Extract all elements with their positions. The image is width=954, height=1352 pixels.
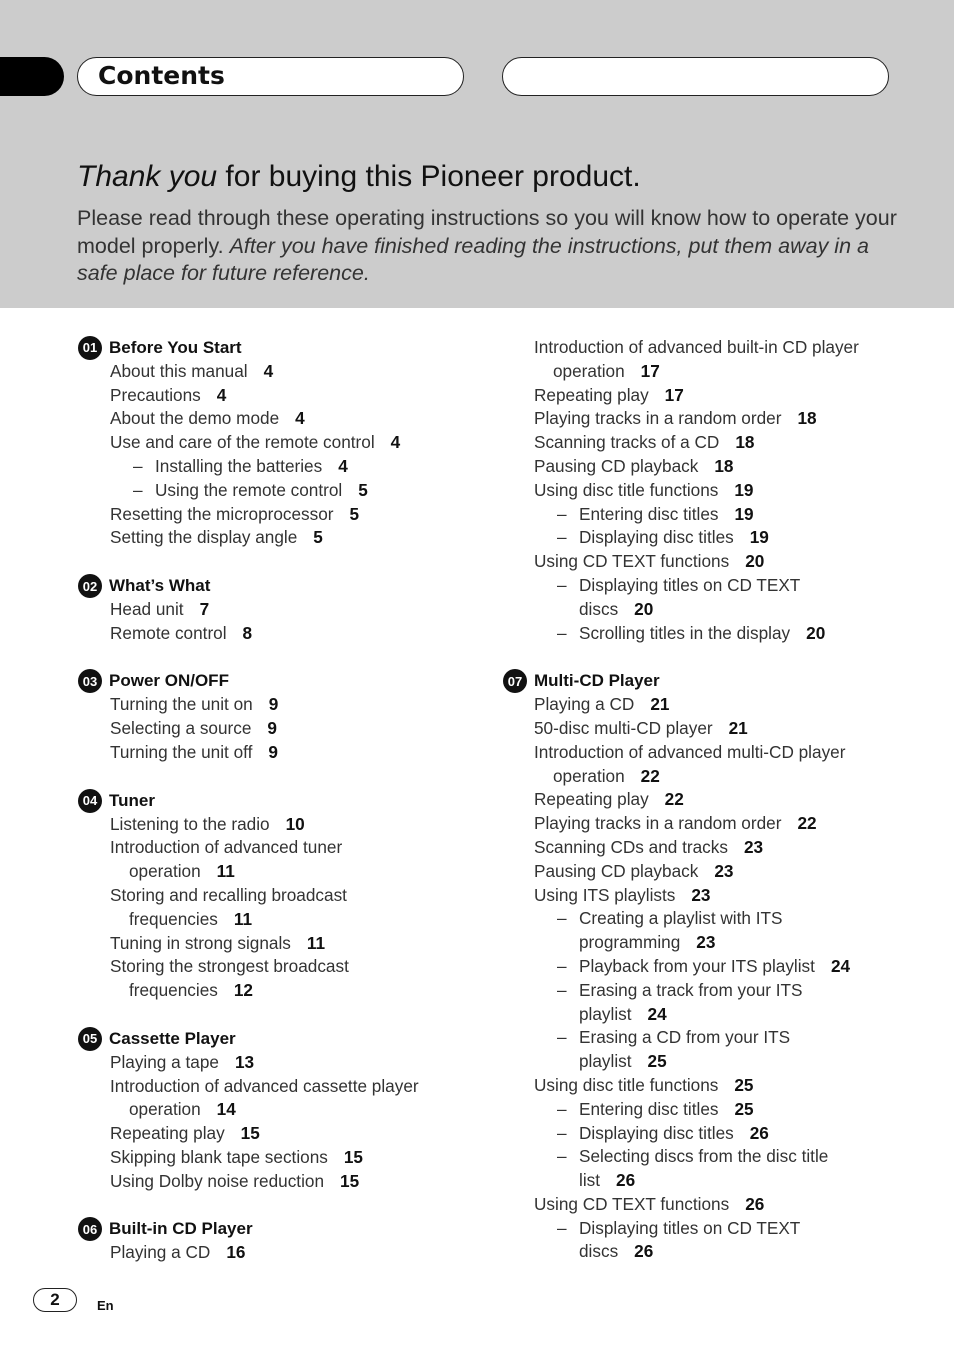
toc-entry[interactable]	[110, 813, 478, 837]
toc-entry-text: playlist	[579, 1003, 632, 1024]
section-number-badge: 07	[503, 669, 527, 693]
intro-text	[77, 205, 907, 288]
toc-entry-page: 22	[797, 813, 817, 834]
toc-entry-page: 20	[806, 622, 826, 643]
toc-entry-page: 19	[734, 503, 754, 524]
toc-section	[78, 574, 478, 645]
toc-entry-page: 10	[285, 813, 305, 834]
toc-entry-text: Displaying titles on CD TEXT	[579, 574, 801, 595]
toc-entry[interactable]	[534, 336, 943, 384]
toc-entry[interactable]	[110, 741, 478, 765]
section-number-badge: 06	[78, 1217, 102, 1241]
toc-entry-text: Pausing CD playback	[534, 860, 699, 881]
toc-entry[interactable]	[110, 1122, 478, 1146]
toc-section	[78, 1218, 478, 1266]
toc-entry-text: Displaying titles on CD TEXT	[579, 1217, 801, 1238]
toc-entry[interactable]	[534, 431, 943, 455]
toc-entry[interactable]	[110, 1146, 478, 1170]
toc-entry-text: operation	[553, 360, 625, 381]
section-heading	[78, 574, 478, 598]
toc-entry[interactable]	[534, 1074, 943, 1098]
toc-entry-page: 4	[263, 360, 274, 381]
toc-entry-page: 17	[640, 360, 660, 381]
toc-entry-page: 15	[340, 1170, 360, 1191]
toc-entry-page: 9	[267, 718, 277, 739]
sub-entry-dash: –	[557, 908, 567, 929]
toc-entry-page: 19	[749, 527, 769, 548]
toc-entry[interactable]	[557, 1026, 943, 1074]
section-heading	[503, 669, 943, 693]
toc-entry-text: Selecting a source	[110, 718, 252, 739]
section-tab-marker	[0, 57, 64, 96]
toc-entry-page: 23	[714, 860, 734, 881]
section-heading	[78, 1218, 478, 1242]
toc-entry-text: Storing and recalling broadcast	[110, 884, 347, 905]
toc-entry-text: Playing a CD	[534, 694, 635, 715]
toc-entry-text: Scrolling titles in the display	[579, 622, 791, 643]
toc-entry-page: 5	[349, 503, 360, 524]
toc-entry[interactable]	[110, 407, 478, 431]
toc-entry-page: 26	[616, 1170, 636, 1191]
intro-text-italic: After you have finished reading the instructions, put them away in a safe place for future reference.	[77, 233, 869, 285]
toc-entry[interactable]	[534, 836, 943, 860]
toc-entry-page: 9	[268, 694, 279, 715]
toc-entry-page: 11	[216, 861, 235, 882]
toc-entry[interactable]	[133, 479, 478, 503]
toc-entry-text: Using disc title functions	[534, 479, 719, 500]
toc-entry[interactable]	[110, 598, 478, 622]
toc-entry-page: 23	[691, 884, 711, 905]
toc-entry-page: 23	[743, 836, 764, 857]
toc-entry[interactable]	[110, 693, 478, 717]
toc-entry-page: 18	[735, 432, 755, 453]
toc-entry-text: Use and care of the remote control	[110, 432, 375, 453]
toc-entry-page: 21	[650, 694, 670, 715]
toc-entry[interactable]	[557, 979, 943, 1027]
toc-right-column	[503, 336, 943, 1288]
toc-entry[interactable]	[557, 955, 943, 979]
section-number-badge: 04	[78, 789, 102, 813]
section-heading	[78, 336, 478, 360]
toc-entry-page: 20	[745, 551, 765, 572]
sub-entry-dash: –	[557, 1098, 567, 1119]
sub-entry-dash: –	[557, 955, 567, 976]
toc-entry[interactable]	[534, 455, 943, 479]
toc-entry[interactable]	[110, 431, 478, 455]
toc-entry-text: Repeating play	[110, 1123, 225, 1144]
toc-entry-text: Scanning tracks of a CD	[534, 432, 720, 453]
toc-entry[interactable]	[110, 955, 478, 1003]
toc-entry-text: Introduction of advanced cassette player	[110, 1075, 419, 1096]
toc-entry-page: 4	[338, 455, 348, 476]
toc-entry-page: 4	[390, 432, 401, 453]
sub-entry-dash: –	[557, 1027, 567, 1048]
toc-entry-page: 25	[647, 1051, 667, 1072]
toc-entry[interactable]	[534, 788, 943, 812]
intro-title-rest: for buying this Pioneer product.	[217, 160, 641, 193]
language-label: En	[97, 1298, 114, 1313]
section-title: Tuner	[109, 790, 155, 810]
toc-entry-text: Creating a playlist with ITS	[579, 908, 783, 929]
blank-title-pill	[502, 57, 889, 96]
toc-entry-page: 25	[734, 1074, 754, 1095]
toc-entry-page: 22	[664, 789, 684, 810]
section-title: Before You Start	[109, 337, 242, 357]
section-number-badge: 03	[78, 669, 102, 693]
toc-entry-text: Playing a tape	[110, 1051, 219, 1072]
toc-entry-text: Resetting the microprocessor	[110, 503, 334, 524]
toc-entry-page: 19	[734, 479, 754, 500]
toc-entry-text: Using CD TEXT functions	[534, 551, 730, 572]
toc-entry-text: programming	[579, 932, 681, 953]
toc-entry-page: 18	[714, 455, 734, 476]
intro-title-italic: Thank you	[77, 160, 218, 193]
toc-entry[interactable]	[534, 884, 943, 908]
toc-entry[interactable]	[557, 622, 943, 646]
section-number-badge: 05	[78, 1027, 102, 1051]
toc-entry-text: About this manual	[110, 360, 248, 381]
section-title: Multi-CD Player	[534, 671, 660, 691]
section-number-badge: 02	[78, 574, 102, 598]
page-number: 2	[33, 1288, 77, 1312]
toc-entry[interactable]	[534, 717, 943, 741]
toc-entry-page: 4	[216, 384, 227, 405]
toc-entry-text: Turning the unit on	[110, 694, 253, 715]
toc-entry-text: list	[579, 1170, 601, 1191]
toc-entry[interactable]	[110, 1170, 478, 1194]
toc-entry-text: Displaying disc titles	[579, 527, 734, 548]
toc-entry-text: frequencies	[129, 980, 218, 1001]
toc-entry[interactable]	[557, 1145, 943, 1193]
toc-entry-text: operation	[129, 861, 201, 882]
toc-entry-text: Entering disc titles	[579, 1098, 719, 1119]
toc-entry-page: 9	[268, 741, 278, 762]
toc-entry-text: frequencies	[129, 908, 218, 929]
toc-entry-text: About the demo mode	[110, 408, 280, 429]
toc-entry-page: 17	[664, 384, 684, 405]
sub-entry-dash: –	[133, 455, 143, 476]
toc-entry-page: 26	[749, 1122, 769, 1143]
section-title: What’s What	[109, 576, 211, 596]
toc-entry-page: 5	[313, 527, 323, 548]
toc-entry[interactable]	[110, 1075, 478, 1123]
toc-entry-page: 5	[358, 479, 368, 500]
section-title: Cassette Player	[109, 1028, 236, 1048]
toc-left-column	[78, 336, 478, 1289]
section-number-badge: 01	[78, 336, 102, 360]
toc-entry-text: Scanning CDs and tracks	[534, 836, 728, 857]
toc-entry-page: 25	[734, 1098, 754, 1119]
toc-entry[interactable]	[557, 574, 943, 622]
toc-entry-text: Using CD TEXT functions	[534, 1193, 730, 1214]
toc-entry-text: Entering disc titles	[579, 503, 719, 524]
sub-entry-dash: –	[133, 479, 143, 500]
toc-entry[interactable]	[110, 503, 478, 527]
intro-title	[77, 160, 641, 194]
sub-entry-dash: –	[557, 574, 567, 595]
toc-section	[78, 336, 478, 550]
toc-entry[interactable]	[110, 384, 478, 408]
toc-entry-text: Using disc title functions	[534, 1074, 719, 1095]
intro-text-plain: Please read through these operating instructions so you will know how to operate your model properly.	[77, 206, 897, 258]
toc-entry-text: Playback from your ITS playlist	[579, 955, 815, 976]
toc-entry-page: 7	[199, 598, 210, 619]
toc-entry-text: Introduction of advanced tuner	[110, 837, 343, 858]
toc-entry[interactable]	[534, 693, 943, 717]
toc-entry-text: Selecting discs from the disc title	[579, 1146, 829, 1167]
contents-title: Contents	[98, 61, 225, 90]
toc-entry[interactable]	[557, 907, 943, 955]
toc-entry-page: 18	[797, 408, 817, 429]
toc-entry-text: Using ITS playlists	[534, 884, 676, 905]
toc-entry[interactable]	[110, 932, 478, 956]
toc-entry-text: Introduction of advanced built-in CD player	[534, 337, 859, 357]
toc-entry-page: 24	[830, 955, 851, 976]
section-heading	[78, 1027, 478, 1051]
section-heading	[78, 789, 478, 813]
toc-entry[interactable]	[534, 407, 943, 431]
toc-entry-text: Storing the strongest broadcast	[110, 956, 349, 977]
toc-entry-text: Playing tracks in a random order	[534, 813, 782, 834]
toc-entry-text: Erasing a track from your ITS	[579, 979, 803, 1000]
toc-entry-page: 11	[233, 908, 253, 929]
toc-entry-page: 15	[343, 1146, 363, 1167]
toc-entry-text: Using the remote control	[155, 479, 343, 500]
section-title: Built-in CD Player	[109, 1219, 253, 1239]
toc-entry-text: Introduction of advanced multi-CD player	[534, 741, 846, 762]
toc-entry-text: Playing a CD	[110, 1242, 211, 1263]
toc-entry-text: Remote control	[110, 622, 227, 643]
section-title: Power ON/OFF	[109, 671, 229, 691]
toc-entry-page: 22	[640, 765, 660, 786]
sub-entry-dash: –	[557, 1146, 567, 1167]
toc-entry[interactable]	[534, 741, 943, 789]
toc-entry-page: 23	[696, 932, 716, 953]
sub-entry-dash: –	[557, 979, 567, 1000]
sub-entry-dash: –	[557, 1122, 567, 1143]
toc-entry-text: Playing tracks in a random order	[534, 408, 782, 429]
toc-entry-page: 11	[306, 932, 326, 953]
sub-entry-dash: –	[557, 527, 567, 548]
toc-section	[503, 669, 943, 1264]
toc-entry[interactable]	[110, 717, 478, 741]
toc-entry-page: 4	[295, 408, 305, 429]
toc-entry[interactable]	[557, 503, 943, 527]
toc-entry-page: 16	[226, 1242, 246, 1263]
toc-entry[interactable]	[110, 360, 478, 384]
toc-entry[interactable]	[557, 1217, 943, 1265]
toc-entry[interactable]	[133, 455, 478, 479]
toc-entry-page: 26	[634, 1241, 654, 1262]
toc-entry[interactable]	[534, 479, 943, 503]
toc-entry-text: Tuning in strong signals	[110, 932, 291, 953]
toc-entry-text: Precautions	[110, 384, 201, 405]
toc-entry-page: 21	[728, 717, 748, 738]
sub-entry-dash: –	[557, 1217, 567, 1238]
toc-entry[interactable]	[557, 1098, 943, 1122]
toc-section	[78, 789, 478, 1003]
toc-entry-text: operation	[129, 1099, 201, 1120]
toc-entry[interactable]	[110, 526, 478, 550]
toc-section	[503, 336, 943, 645]
toc-entry-page: 14	[216, 1099, 236, 1120]
toc-entry[interactable]	[110, 622, 478, 646]
toc-entry-text: Setting the display angle	[110, 527, 298, 548]
toc-entry-page: 26	[745, 1193, 765, 1214]
toc-entry-text: Head unit	[110, 598, 184, 619]
toc-entry[interactable]	[110, 1051, 478, 1075]
toc-entry-text: Repeating play	[534, 789, 649, 810]
sub-entry-dash: –	[557, 622, 567, 643]
toc-entry-page: 15	[240, 1123, 260, 1144]
contents-title-pill	[77, 57, 464, 96]
toc-entry[interactable]	[534, 384, 943, 408]
toc-entry-text: Installing the batteries	[155, 455, 323, 476]
toc-entry[interactable]	[557, 526, 943, 550]
toc-entry[interactable]	[534, 812, 943, 836]
toc-entry-text: Turning the unit off	[110, 741, 253, 762]
toc-entry[interactable]	[534, 860, 943, 884]
toc-entry-page: 24	[647, 1003, 667, 1024]
toc-entry-text: operation	[553, 765, 625, 786]
toc-entry-text: discs	[579, 598, 619, 619]
toc-entry-text: discs	[579, 1241, 619, 1262]
toc-entry-text: Listening to the radio	[110, 813, 270, 834]
toc-entry-page: 12	[233, 980, 253, 1001]
toc-entry-text: 50-disc multi-CD player	[534, 717, 713, 738]
section-heading	[78, 670, 478, 694]
toc-entry[interactable]	[110, 1241, 478, 1265]
sub-entry-dash: –	[557, 503, 567, 524]
toc-entry-text: playlist	[579, 1051, 632, 1072]
toc-entry-text: Erasing a CD from your ITS	[579, 1027, 791, 1048]
toc-entry-page: 8	[242, 622, 253, 643]
toc-section	[78, 670, 478, 765]
toc-entry-text: Repeating play	[534, 384, 649, 405]
toc-entry-text: Skipping blank tape sections	[110, 1146, 328, 1167]
toc-entry-page: 20	[634, 598, 654, 619]
toc-section	[78, 1027, 478, 1194]
toc-entry-text: Pausing CD playback	[534, 455, 699, 476]
toc-entry[interactable]	[110, 884, 478, 932]
toc-entry[interactable]	[110, 836, 478, 884]
toc-entry-page: 13	[234, 1051, 255, 1072]
toc-entry-text: Using Dolby noise reduction	[110, 1170, 325, 1191]
toc-entry[interactable]	[557, 1122, 943, 1146]
toc-entry[interactable]	[534, 550, 943, 574]
toc-entry-text: Displaying disc titles	[579, 1122, 734, 1143]
toc-entry[interactable]	[534, 1193, 943, 1217]
